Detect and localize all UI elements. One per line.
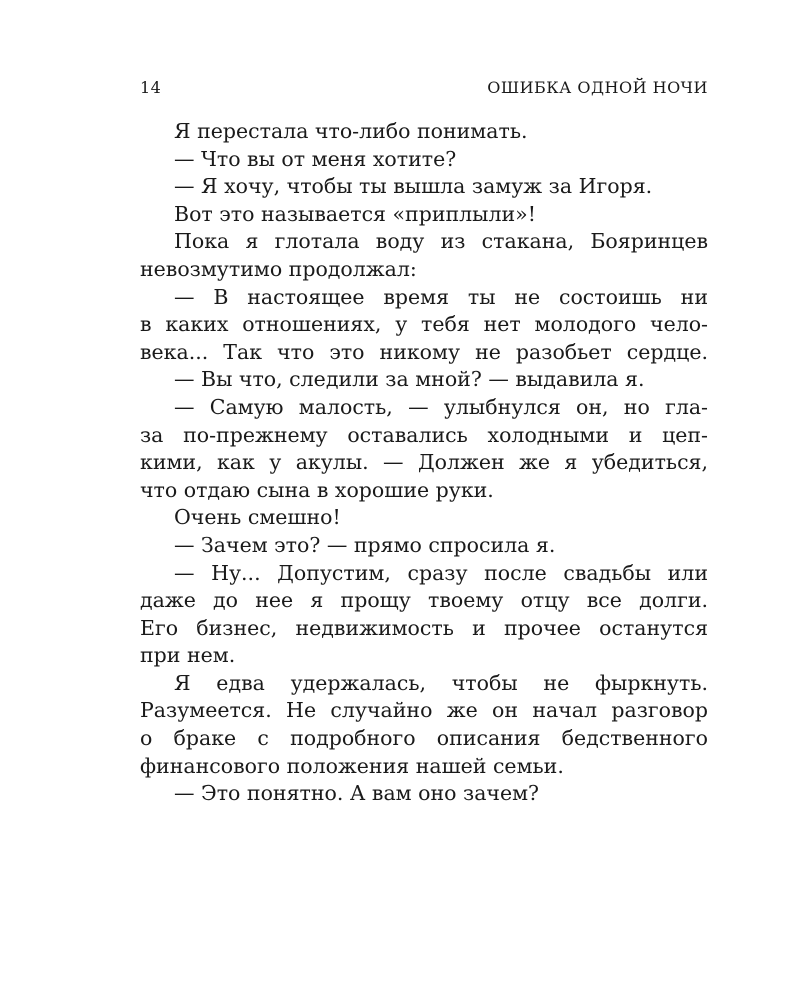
text-line: даже до нее я прощу твоему отцу все долги. [140, 588, 708, 613]
body-text [140, 118, 708, 808]
text-line: в каких отношениях, у тебя нет молодого чело- [140, 312, 708, 337]
text-line: Я перестала что-либо понимать. [174, 119, 528, 143]
page-number: 14 [140, 78, 162, 97]
text-line: — Это понятно. А вам оно зачем? [174, 781, 540, 806]
text-line: о браке с подробного описания бедственного [140, 726, 708, 751]
running-title: ОШИБКА ОДНОЙ НОЧИ [487, 78, 708, 97]
text-line: Разумеется. Не случайно же он начал разговор [140, 698, 708, 723]
text-line: при нем. [140, 643, 236, 668]
text-line: Я едва удержалась, чтобы не фыркнуть. [174, 670, 708, 695]
text-line: Его бизнес, недвижимость и прочее останутся [140, 615, 708, 640]
text-line: — Ну... Допустим, сразу после свадьбы или [174, 560, 708, 585]
page-header [140, 78, 708, 100]
text-line: что отдаю сына в хорошие руки. [140, 477, 494, 502]
text-line: Вот это называется «приплыли»! [174, 201, 536, 226]
text-line: Пока я глотала воду из стакана, Бояринцев [174, 229, 708, 254]
text-line: за по-прежнему оставались холодными и цеп- [140, 422, 708, 447]
text-line: кими, как у акулы. — Должен же я убедиться, [140, 450, 708, 475]
text-line: — Самую малость, — улыбнулся он, но гла- [174, 394, 708, 419]
text-line: Очень смешно! [174, 505, 341, 530]
text-line: — В настоящее время ты не состоишь ни [174, 284, 708, 309]
text-line: века... Так что это никому не разобьет сердце. [140, 339, 708, 364]
text-line: — Зачем это? — прямо спросила я. [174, 532, 556, 557]
text-line: невозмутимо продолжал: [140, 256, 417, 281]
text-line: — Я хочу, чтобы ты вышла замуж за Игоря. [174, 174, 653, 199]
text-line: финансового положения нашей семьи. [140, 753, 564, 778]
text-line: — Вы что, следили за мной? — выдавила я. [174, 367, 645, 392]
text-line: — Что вы от меня хотите? [174, 146, 457, 171]
